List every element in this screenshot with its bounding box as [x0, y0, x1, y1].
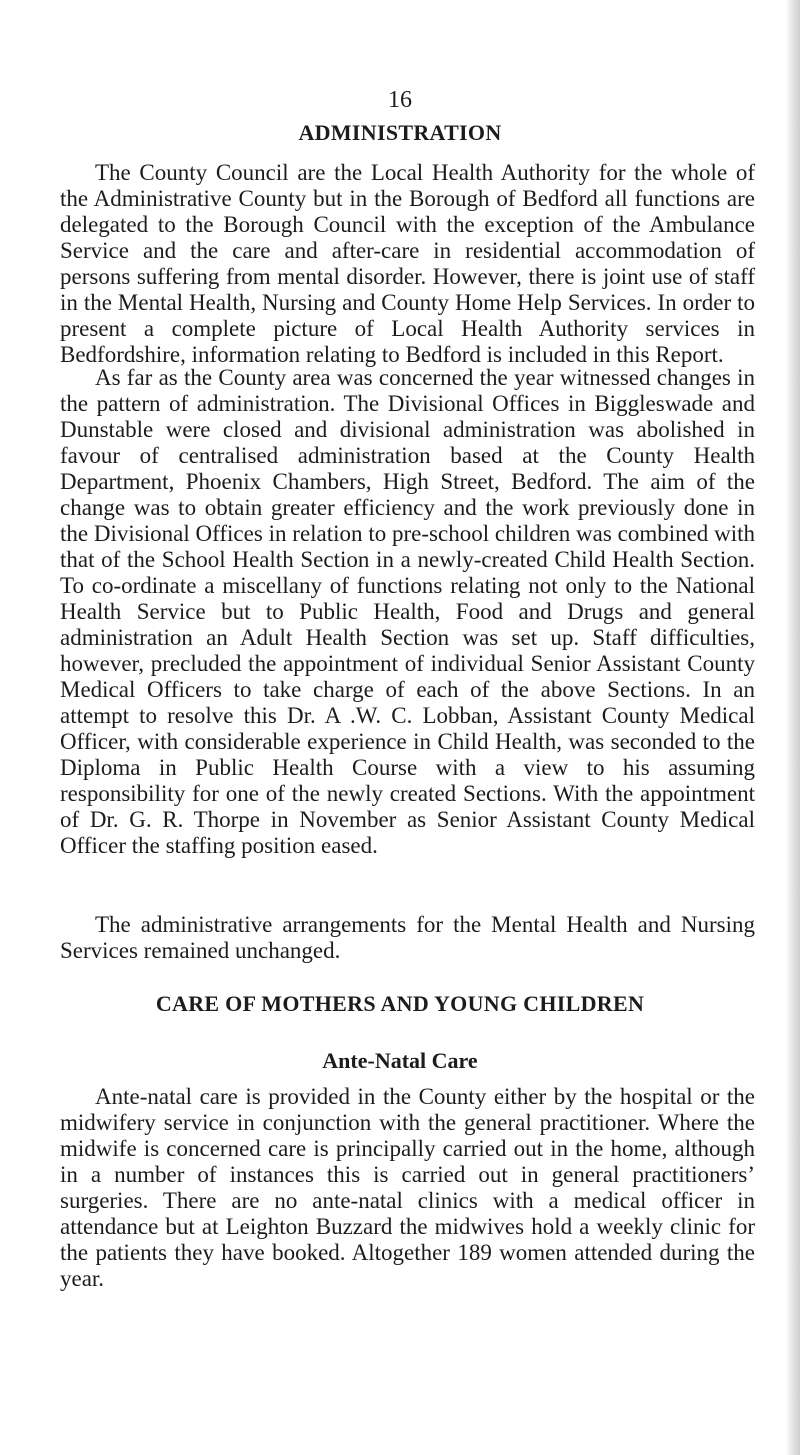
section-heading-administration: ADMINISTRATION [298, 120, 502, 145]
paragraph-local-health-authority: The County Council are the Local Health Authority for the whole of the Administrative County but in the Borough of Bedford all functions are delegated to the Borough Council with the exception of the Ambulance Service and the care and after-care in residential accommodation of persons suffering from mental disorder. However, there is joint use of staff in the Mental Health, Nursing and County Home Help Services. In order to present a complete picture of Local Health Authority services in Bedfordshire, information relating to Bedford is included in this Report. [60, 160, 755, 367]
paragraph-ante-natal-care: Ante-natal care is provided in the County either by the hospital or the midwifery service in conjunction with the general practitioner. Where the midwife is concerned care is principally carried out in the home, although in a number of instances this is carried out in general practitioners’ surgeries. There are no ante-natal clinics with a medical officer in attendance but at Leighton Buzzard the midwives hold a weekly clinic for the patients they have booked. Altogether 189 women attended during the year. [60, 1084, 755, 1291]
page-number: 16 [388, 87, 412, 113]
page-edge-shadow [786, 0, 800, 1455]
paragraph-administration-changes: As far as the County area was concerned the year witnessed changes in the pattern of administration. The Divisional Offices in Biggleswade and Dunstable were closed and divisional administration was abolished in favour of centralised administration based at the County Health Department, Phoenix Chambers, High Street, Bedford. The aim of the change was to obtain greater efficiency and the work previously done in the Divisional Offices in relation to pre-school children was combined with that of the School Health Section in a newly-created Child Health Section. To co-ordinate a miscellany of functions relating not only to the National Health Service but to Public Health, Food and Drugs and general administration an Adult Health Section was set up. Staff difficulties, however, precluded the appointment of individual Senior Assistant County Medical Officers to take charge of each of the above Sections. In an attempt to resolve this Dr. A .W. C. Lobban, Assistant County Medical Officer, with considerable experience in Child Health, was seconded to the Diploma in Public Health Course with a view to his assuming responsibility for one of the newly created Sections. With the appointment of Dr. G. R. Thorpe in November as Senior Assistant County Medical Officer the staffing position eased. [60, 365, 755, 858]
subheading-ante-natal-care: Ante-Natal Care [322, 1048, 478, 1073]
section-heading-care-of-mothers: CARE OF MOTHERS AND YOUNG CHILDREN [155, 991, 645, 1016]
paragraph-mental-health-nursing: The administrative arrangements for the Mental Health and Nursing Services remained unchanged. [60, 912, 755, 963]
